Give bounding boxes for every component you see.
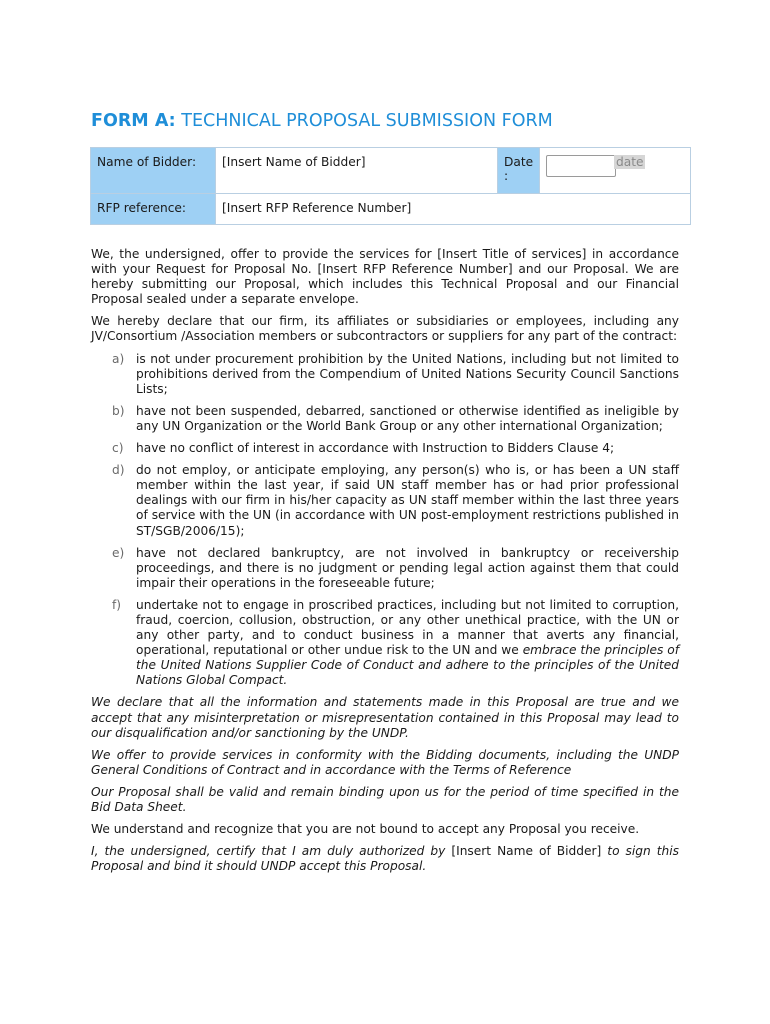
list-item — [91, 352, 679, 397]
bidder-info-table — [90, 147, 691, 225]
list-item-text: do not employ, or anticipate employing, any person(s) who is, or has been a UN staff member within the last year, if said UN staff member has or had prior professional dealings with our firm in his/her capacity as UN staff member within the last three years of service with the UN (in accordance with UN post-employment restrictions published in ST/SGB/2006/15); — [136, 463, 679, 538]
name-of-bidder-label: Name of Bidder: — [91, 148, 216, 194]
intro-paragraph: We, the undersigned, offer to provide the services for [Insert Title of services] in accordance with your Request for Proposal No. [Insert RFP Reference Number] and our Proposal. We are hereby submitting our Proposal, which includes this Technical Proposal and our Financial Proposal sealed under a separate envelope. — [91, 247, 679, 307]
date-placeholder: date — [616, 155, 644, 169]
list-marker: e) — [112, 545, 125, 560]
date-cell — [540, 148, 691, 194]
form-title-prefix: FORM A: — [91, 111, 176, 131]
list-item — [91, 463, 679, 538]
conformity-paragraph: We offer to provide services in conformity with the Bidding documents, including the UNDP General Conditions of Contract and in accordance with the Terms of Reference — [91, 747, 679, 777]
list-item — [91, 598, 679, 689]
certification-text-start: I, the undersigned, certify that I am duly authorized by — [91, 844, 452, 859]
rfp-reference-label: RFP reference: — [91, 194, 216, 225]
form-title — [91, 111, 553, 131]
acceptance-paragraph: We understand and recognize that you are not bound to accept any Proposal you receive. — [91, 822, 640, 837]
certification-bidder-name: [Insert Name of Bidder] — [451, 844, 602, 859]
list-item-italic-text: embrace the principles of the United Nations Supplier Code of Conduct and adhere to the principles of the United Nations Global Compact. — [136, 643, 679, 688]
form-body — [91, 247, 679, 881]
list-item-text: have not been suspended, debarred, sanctioned or otherwise identified as ineligible by any UN Organization or the World Bank Group or any other international Organization; — [136, 403, 679, 433]
date-label: Date : — [498, 148, 540, 194]
validity-paragraph: Our Proposal shall be valid and remain binding upon us for the period of time specified in the Bid Data Sheet. — [91, 784, 679, 814]
rfp-reference-value: [Insert RFP Reference Number] — [216, 194, 691, 225]
list-marker: c) — [112, 441, 124, 456]
list-item — [91, 441, 679, 456]
list-marker: f) — [112, 597, 122, 612]
list-item — [91, 404, 679, 434]
declaration-paragraph: We hereby declare that our firm, its affiliates or subsidiaries or employees, including any JV/Consortium /Association members or subcontractors or suppliers for any part of the contract: — [91, 314, 679, 344]
date-input[interactable] — [546, 155, 616, 177]
form-title-text: TECHNICAL PROPOSAL SUBMISSION FORM — [175, 111, 553, 131]
table-row — [91, 194, 691, 225]
declaration-list — [91, 352, 679, 689]
list-item-text: undertake not to engage in proscribed practices, including but not limited to corruption, fraud, coercion, collusion, obstruction, or any other unethical practice, with the UN or any other party, and to conduct business in a manner that averts any financial, operational, reputational or other undue risk to the UN and we — [136, 597, 679, 658]
name-of-bidder-value: [Insert Name of Bidder] — [216, 148, 498, 194]
truth-declaration-paragraph: We declare that all the information and statements made in this Proposal are true and we accept that any misinterpretation or misrepresentation contained in this Proposal may lead to our disqualification and/or sanctioning by the UNDP. — [91, 695, 679, 740]
list-item-text: have no conflict of interest in accordance with Instruction to Bidders Clause 4; — [136, 441, 615, 456]
list-item-text: have not declared bankruptcy, are not involved in bankruptcy or receivership proceedings, and there is no judgment or pending legal action against them that could impair their operations in the foreseeable future; — [136, 545, 679, 590]
list-marker: d) — [112, 463, 125, 478]
list-marker: a) — [112, 351, 125, 366]
list-item — [91, 546, 679, 591]
list-marker: b) — [112, 403, 125, 418]
certification-text-end: to sign this Proposal and bind it should UNDP accept this Proposal. — [91, 844, 679, 874]
list-item-text: is not under procurement prohibition by the United Nations, including but not limited to prohibitions derived from the Compendium of United Nations Security Council Sanctions Lists; — [136, 351, 679, 396]
table-row — [91, 148, 691, 194]
certification-paragraph — [91, 844, 679, 874]
